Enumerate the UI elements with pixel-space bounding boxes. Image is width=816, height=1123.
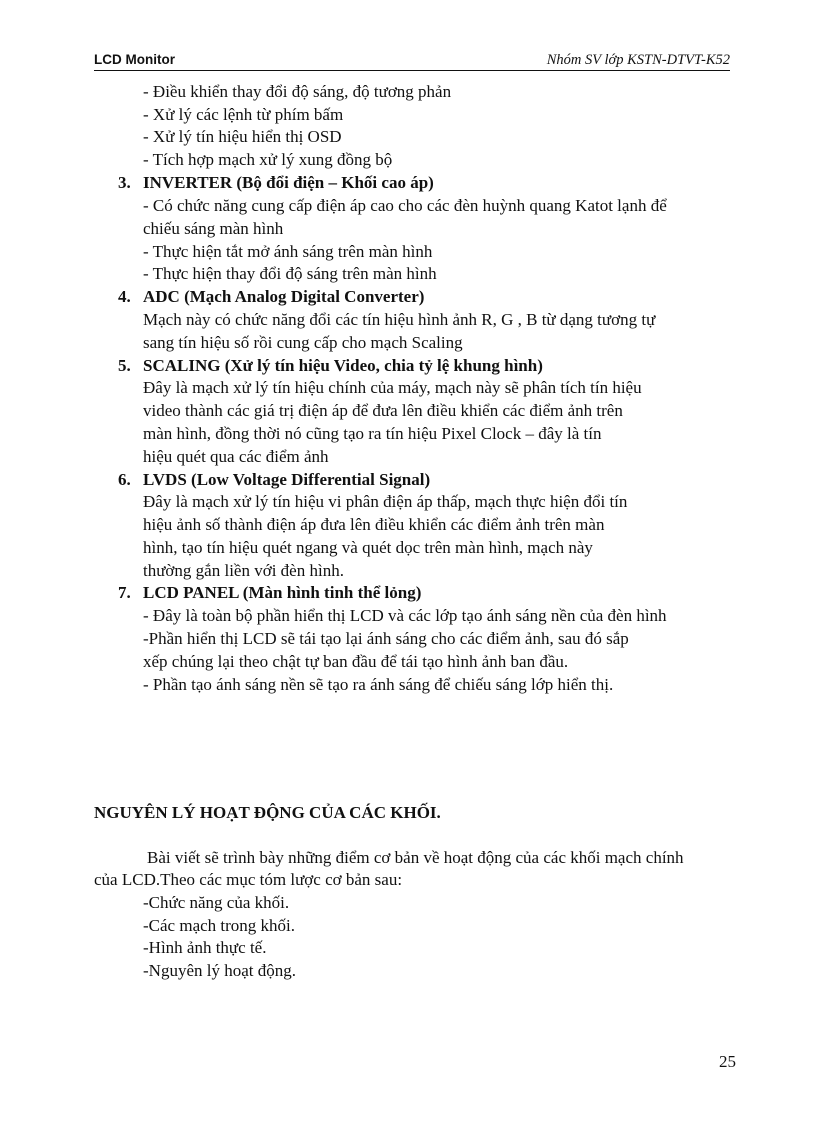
header-title: LCD Monitor	[94, 52, 175, 67]
list-item: - Xử lý tín hiệu hiển thị OSD	[143, 127, 342, 146]
item-line: sang tín hiệu số rồi cung cấp cho mạch Scaling	[143, 333, 463, 352]
item-line: - Có chức năng cung cấp điện áp cao cho các đèn huỳnh quang Katot lạnh để	[143, 196, 667, 215]
list-item: -Hình ảnh thực tế.	[143, 938, 267, 957]
item-title: SCALING (Xử lý tín hiệu Video, chia tỷ lệ khung hình)	[143, 356, 543, 375]
section-intro-line: Bài viết sẽ trình bày những điểm cơ bản về hoạt động của các khối mạch chính	[147, 848, 684, 867]
header-group: Nhóm SV lớp KSTN-DTVT-K52	[546, 52, 730, 68]
item-number: 7.	[118, 583, 131, 602]
item-title: ADC (Mạch Analog Digital Converter)	[143, 287, 425, 306]
item-title: LCD PANEL (Màn hình tinh thể lỏng)	[143, 583, 422, 602]
list-item: - Xử lý các lệnh từ phím bấm	[143, 105, 344, 124]
item-line: - Đây là toàn bộ phần hiển thị LCD và các lớp tạo ánh sáng nền của đèn hình	[143, 606, 667, 625]
list-item: -Chức năng của khối.	[143, 893, 290, 912]
item-line: video thành các giá trị điện áp để đưa lên điều khiển các điểm ảnh trên	[143, 401, 623, 420]
item-title: INVERTER (Bộ đổi điện – Khối cao áp)	[143, 173, 434, 192]
item-heading-5	[118, 355, 543, 376]
item-number: 6.	[118, 470, 131, 489]
item-number: 4.	[118, 287, 131, 306]
item-heading-7	[118, 582, 421, 603]
page-number: 25	[719, 1052, 736, 1071]
item-line: - Thực hiện thay đổi độ sáng trên màn hình	[143, 264, 437, 283]
item-line: chiếu sáng màn hình	[143, 219, 284, 238]
item-line: hiệu quét qua các điểm ảnh	[143, 447, 329, 466]
item-line: Đây là mạch xử lý tín hiệu chính của máy, mạch này sẽ phân tích tín hiệu	[143, 378, 642, 397]
item-number: 3.	[118, 173, 131, 192]
section-intro-line: của LCD.Theo các mục tóm lược cơ bản sau:	[94, 870, 403, 889]
item-title: LVDS (Low Voltage Differential Signal)	[143, 470, 431, 489]
item-number: 5.	[118, 356, 131, 375]
item-line: hình, tạo tín hiệu quét ngang và quét dọc trên màn hình, mạch này	[143, 538, 593, 557]
item-heading-3	[118, 172, 434, 193]
item-line: Mạch này có chức năng đổi các tín hiệu hình ảnh R, G , B từ dạng tương tự	[143, 310, 656, 329]
item-line: màn hình, đồng thời nó cũng tạo ra tín hiệu Pixel Clock – đây là tín	[143, 424, 602, 443]
item-line: -Phần hiển thị LCD sẽ tái tạo lại ánh sáng cho các điểm ảnh, sau đó sắp	[143, 629, 629, 648]
item-line: - Thực hiện tắt mở ánh sáng trên màn hình	[143, 242, 433, 261]
item-heading-6	[118, 469, 430, 490]
list-item: -Nguyên lý hoạt động.	[143, 961, 296, 980]
list-item: -Các mạch trong khối.	[143, 916, 296, 935]
page-header	[94, 50, 730, 71]
item-line: hiệu ảnh số thành điện áp đưa lên điều khiển các điểm ảnh trên màn	[143, 515, 605, 534]
list-item: - Điều khiển thay đổi độ sáng, độ tương phản	[143, 82, 452, 101]
item-line: xếp chúng lại theo chật tự ban đầu để tái tạo hình ảnh ban đầu.	[143, 652, 569, 671]
item-line: Đây là mạch xử lý tín hiệu vi phân điện áp thấp, mạch thực hiện đổi tín	[143, 492, 628, 511]
section-title: NGUYÊN LÝ HOẠT ĐỘNG CỦA CÁC KHỐI.	[94, 803, 441, 822]
list-item: - Tích hợp mạch xử lý xung đồng bộ	[143, 150, 393, 169]
item-heading-4	[118, 286, 424, 307]
item-line: thường gắn liền với đèn hình.	[143, 561, 344, 580]
item-line: - Phần tạo ánh sáng nền sẽ tạo ra ánh sáng để chiếu sáng lớp hiển thị.	[143, 675, 614, 694]
